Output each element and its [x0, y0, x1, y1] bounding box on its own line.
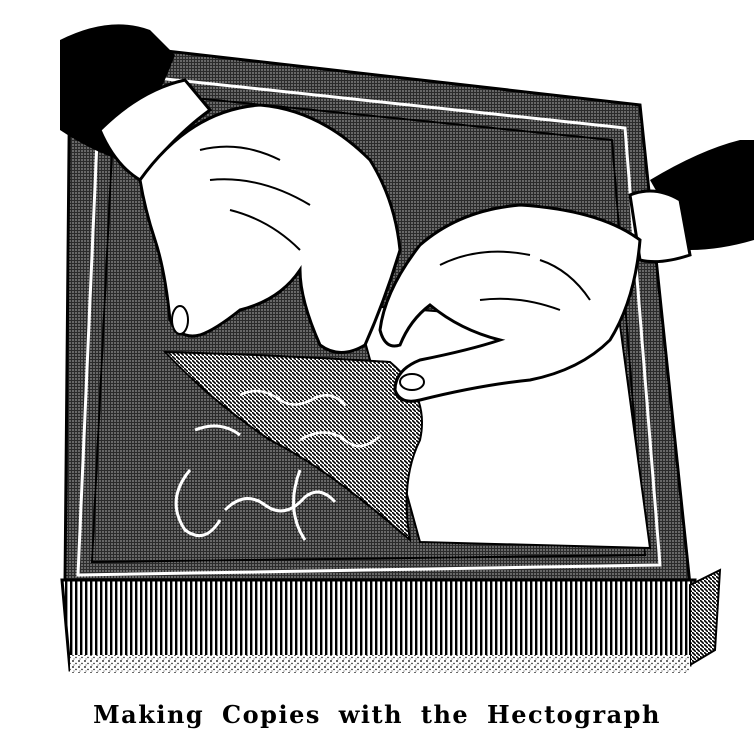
figure-caption: Making Copies with the Hectograph [93, 700, 661, 729]
